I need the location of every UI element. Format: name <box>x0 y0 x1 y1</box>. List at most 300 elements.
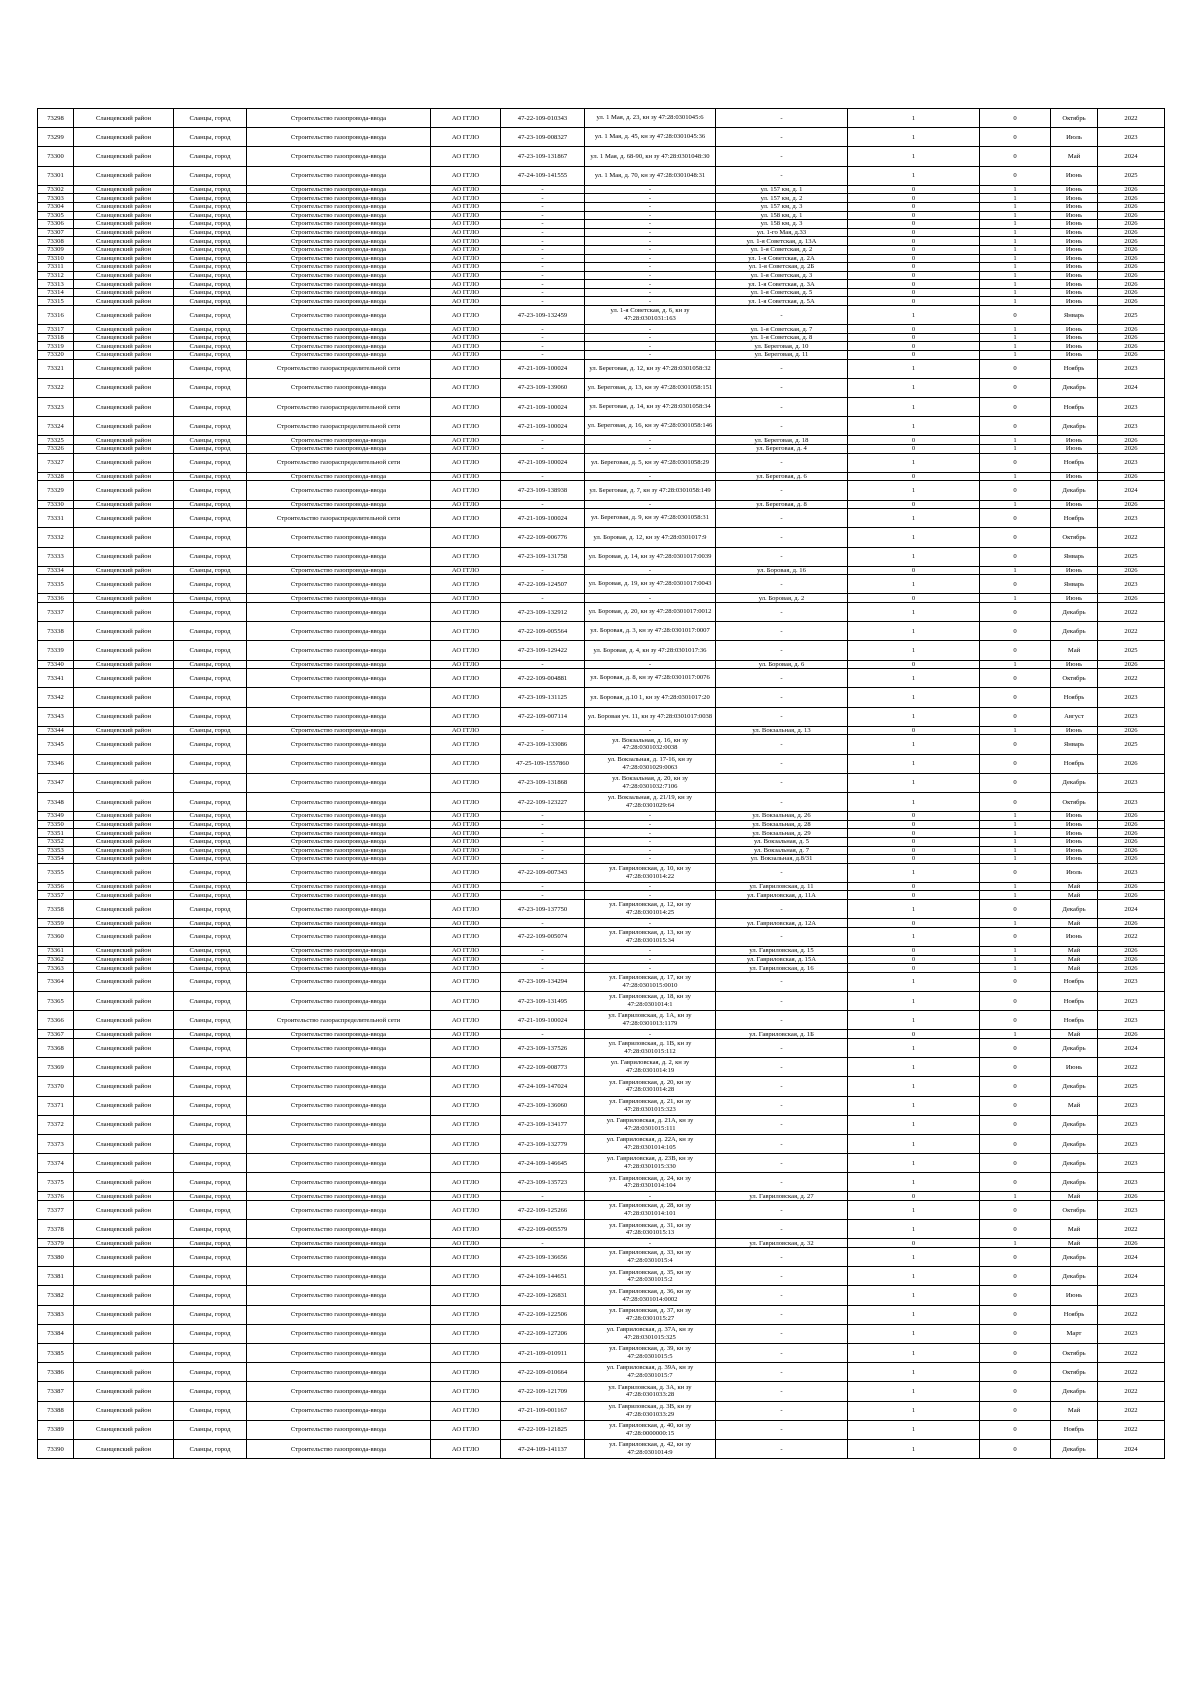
month-cell: Июнь <box>1051 166 1098 185</box>
address-cadastral-cell: ул. Гавриловская, д. 33, кн зу 47:28:0301015:4 <box>585 1248 716 1267</box>
year-cell: 2026 <box>1098 1239 1165 1248</box>
planned-address-cell: - <box>716 1420 848 1439</box>
row-number-cell: 73341 <box>38 669 74 688</box>
organization-cell: АО ГГЛО <box>431 1248 501 1267</box>
work-type-cell: Строительство газопровода-ввода <box>247 185 431 194</box>
completed-flag-cell: 0 <box>848 812 980 821</box>
work-type-cell: Строительство газопровода-ввода <box>247 1324 431 1343</box>
work-type-cell: Строительство газопровода-ввода <box>247 1220 431 1239</box>
row-number-cell: 73335 <box>38 575 74 594</box>
table-row <box>38 237 1165 246</box>
settlement-cell: Сланцы, город <box>174 735 247 754</box>
contract-number-cell: 47-24-109-147024 <box>501 1077 585 1096</box>
planned-address-cell: - <box>716 306 848 325</box>
planned-address-cell: ул. 1-го Мая, д.33 <box>716 228 848 237</box>
settlement-cell: Сланцы, город <box>174 575 247 594</box>
row-number-cell: 73361 <box>38 947 74 956</box>
completed-flag-cell: 1 <box>848 641 980 660</box>
work-type-cell: Строительство газораспределительной сети <box>247 453 431 472</box>
completed-flag-cell: 0 <box>848 882 980 891</box>
organization-cell: АО ГГЛО <box>431 245 501 254</box>
row-number-cell: 73340 <box>38 660 74 669</box>
planned-flag-cell: 1 <box>980 342 1051 351</box>
year-cell: 2022 <box>1098 1420 1165 1439</box>
gasification-table-sheet <box>37 108 1164 1459</box>
work-type-cell: Строительство газопровода-ввода <box>247 1305 431 1324</box>
table-row <box>38 185 1165 194</box>
row-number-cell: 73309 <box>38 245 74 254</box>
contract-number-cell: - <box>501 1192 585 1201</box>
planned-address-cell: - <box>716 453 848 472</box>
district-cell: Сланцевский район <box>74 1058 174 1077</box>
district-cell: Сланцевский район <box>74 166 174 185</box>
work-type-cell: Строительство газопровода-ввода <box>247 1115 431 1134</box>
planned-flag-cell: 0 <box>980 147 1051 166</box>
planned-flag-cell: 1 <box>980 846 1051 855</box>
work-type-cell: Строительство газопровода-ввода <box>247 855 431 864</box>
completed-flag-cell: 0 <box>848 837 980 846</box>
settlement-cell: Сланцы, город <box>174 972 247 991</box>
planned-flag-cell: 0 <box>980 547 1051 566</box>
organization-cell: АО ГГЛО <box>431 773 501 792</box>
planned-flag-cell: 0 <box>980 109 1051 128</box>
year-cell: 2026 <box>1098 297 1165 306</box>
planned-address-cell: ул. Вокзальная, д. 7 <box>716 846 848 855</box>
year-cell: 2024 <box>1098 1439 1165 1458</box>
organization-cell: АО ГГЛО <box>431 1154 501 1173</box>
contract-number-cell: - <box>501 829 585 838</box>
table-row <box>38 398 1165 417</box>
completed-flag-cell: 0 <box>848 829 980 838</box>
work-type-cell: Строительство газопровода-ввода <box>247 1401 431 1420</box>
month-cell: Декабрь <box>1051 622 1098 641</box>
planned-address-cell: - <box>716 1077 848 1096</box>
table-row <box>38 947 1165 956</box>
work-type-cell: Строительство газопровода-ввода <box>247 882 431 891</box>
contract-number-cell: 47-22-109-010343 <box>501 109 585 128</box>
planned-address-cell: - <box>716 669 848 688</box>
table-row <box>38 500 1165 509</box>
planned-address-cell: ул. 1-я Советская, д. 3 <box>716 271 848 280</box>
district-cell: Сланцевский район <box>74 1173 174 1192</box>
row-number-cell: 73356 <box>38 882 74 891</box>
contract-number-cell: 47-23-109-135723 <box>501 1173 585 1192</box>
planned-flag-cell: 0 <box>980 1134 1051 1153</box>
planned-flag-cell: 0 <box>980 1324 1051 1343</box>
address-cadastral-cell: - <box>585 964 716 973</box>
district-cell: Сланцевский район <box>74 837 174 846</box>
year-cell: 2026 <box>1098 271 1165 280</box>
district-cell: Сланцевский район <box>74 927 174 946</box>
planned-flag-cell: 1 <box>980 254 1051 263</box>
address-cadastral-cell: ул. Гавриловская, д. 37, кн зу 47:28:0301015:27 <box>585 1305 716 1324</box>
address-cadastral-cell: ул. Гавриловская, д. 21А, кн зу 47:28:0301015:111 <box>585 1115 716 1134</box>
completed-flag-cell: 1 <box>848 622 980 641</box>
planned-flag-cell: 1 <box>980 351 1051 360</box>
organization-cell: АО ГГЛО <box>431 280 501 289</box>
row-number-cell: 73351 <box>38 829 74 838</box>
row-number-cell: 73358 <box>38 900 74 919</box>
district-cell: Сланцевский район <box>74 566 174 575</box>
work-type-cell: Строительство газопровода-ввода <box>247 919 431 928</box>
organization-cell: АО ГГЛО <box>431 726 501 735</box>
year-cell: 2023 <box>1098 359 1165 378</box>
month-cell: Март <box>1051 1324 1098 1343</box>
row-number-cell: 73301 <box>38 166 74 185</box>
planned-flag-cell: 0 <box>980 1173 1051 1192</box>
table-row <box>38 927 1165 946</box>
completed-flag-cell: 0 <box>848 436 980 445</box>
work-type-cell: Строительство газопровода-ввода <box>247 444 431 453</box>
planned-address-cell: ул. 158 км, д. 1 <box>716 211 848 220</box>
district-cell: Сланцевский район <box>74 147 174 166</box>
table-row <box>38 622 1165 641</box>
month-cell: Май <box>1051 1096 1098 1115</box>
planned-flag-cell: 1 <box>980 500 1051 509</box>
planned-address-cell: ул. 157 км, д. 1 <box>716 185 848 194</box>
completed-flag-cell: 1 <box>848 1115 980 1134</box>
organization-cell: АО ГГЛО <box>431 1201 501 1220</box>
table-row <box>38 964 1165 973</box>
planned-address-cell: ул. Боровая, д. 6 <box>716 660 848 669</box>
work-type-cell: Строительство газопровода-ввода <box>247 1077 431 1096</box>
year-cell: 2023 <box>1098 1324 1165 1343</box>
address-cadastral-cell: ул. Гавриловская, д. 23В, кн зу 47:28:0301015:330 <box>585 1154 716 1173</box>
row-number-cell: 73323 <box>38 398 74 417</box>
completed-flag-cell: 1 <box>848 547 980 566</box>
district-cell: Сланцевский район <box>74 846 174 855</box>
address-cadastral-cell: ул. Гавриловская, д. 36, кн зу 47:28:0301014:0002 <box>585 1286 716 1305</box>
contract-number-cell: 47-22-109-005074 <box>501 927 585 946</box>
address-cadastral-cell: ул. 1 Мая, д. 68-90, кн зу 47:28:0301048:30 <box>585 147 716 166</box>
organization-cell: АО ГГЛО <box>431 342 501 351</box>
row-number-cell: 73365 <box>38 992 74 1011</box>
row-number-cell: 73307 <box>38 228 74 237</box>
organization-cell: АО ГГЛО <box>431 436 501 445</box>
organization-cell: АО ГГЛО <box>431 688 501 707</box>
organization-cell: АО ГГЛО <box>431 1096 501 1115</box>
address-cadastral-cell: ул. Гавриловская, д. 1А, кн зу 47:28:0301013:1179 <box>585 1011 716 1030</box>
row-number-cell: 73388 <box>38 1401 74 1420</box>
table-row <box>38 1248 1165 1267</box>
planned-address-cell: - <box>716 1011 848 1030</box>
row-number-cell: 73355 <box>38 863 74 882</box>
planned-flag-cell: 0 <box>980 1011 1051 1030</box>
contract-number-cell: 47-21-109-010911 <box>501 1343 585 1362</box>
completed-flag-cell: 0 <box>848 1192 980 1201</box>
settlement-cell: Сланцы, город <box>174 1011 247 1030</box>
work-type-cell: Строительство газораспределительной сети <box>247 398 431 417</box>
year-cell: 2026 <box>1098 837 1165 846</box>
planned-flag-cell: 0 <box>980 992 1051 1011</box>
row-number-cell: 73298 <box>38 109 74 128</box>
row-number-cell: 73354 <box>38 855 74 864</box>
settlement-cell: Сланцы, город <box>174 263 247 272</box>
contract-number-cell: - <box>501 726 585 735</box>
settlement-cell: Сланцы, город <box>174 378 247 397</box>
settlement-cell: Сланцы, город <box>174 927 247 946</box>
contract-number-cell: 47-24-109-141555 <box>501 166 585 185</box>
completed-flag-cell: 0 <box>848 351 980 360</box>
district-cell: Сланцевский район <box>74 964 174 973</box>
year-cell: 2026 <box>1098 211 1165 220</box>
work-type-cell: Строительство газопровода-ввода <box>247 622 431 641</box>
contract-number-cell: - <box>501 444 585 453</box>
year-cell: 2023 <box>1098 688 1165 707</box>
district-cell: Сланцевский район <box>74 436 174 445</box>
completed-flag-cell: 1 <box>848 147 980 166</box>
district-cell: Сланцевский район <box>74 254 174 263</box>
district-cell: Сланцевский район <box>74 622 174 641</box>
address-cadastral-cell: ул. Боровая, д. 20, кн зу 47:28:0301017:0012 <box>585 603 716 622</box>
contract-number-cell: 47-25-109-1557860 <box>501 754 585 773</box>
table-row <box>38 351 1165 360</box>
contract-number-cell: - <box>501 947 585 956</box>
organization-cell: АО ГГЛО <box>431 211 501 220</box>
address-cadastral-cell: ул. Гавриловская, д. 28, кн зу 47:28:0301014:101 <box>585 1201 716 1220</box>
row-number-cell: 73345 <box>38 735 74 754</box>
planned-flag-cell: 0 <box>980 1305 1051 1324</box>
settlement-cell: Сланцы, город <box>174 1305 247 1324</box>
month-cell: Октябрь <box>1051 792 1098 811</box>
contract-number-cell: - <box>501 185 585 194</box>
planned-address-cell: ул. 158 км, д. 3 <box>716 220 848 229</box>
address-cadastral-cell: ул. Береговая, д. 12, кн зу 47:28:0301058:32 <box>585 359 716 378</box>
address-cadastral-cell: - <box>585 846 716 855</box>
settlement-cell: Сланцы, город <box>174 1096 247 1115</box>
table-row <box>38 1030 1165 1039</box>
completed-flag-cell: 0 <box>848 280 980 289</box>
district-cell: Сланцевский район <box>74 955 174 964</box>
district-cell: Сланцевский район <box>74 398 174 417</box>
work-type-cell: Строительство газопровода-ввода <box>247 1030 431 1039</box>
completed-flag-cell: 0 <box>848 891 980 900</box>
work-type-cell: Строительство газопровода-ввода <box>247 1058 431 1077</box>
settlement-cell: Сланцы, город <box>174 829 247 838</box>
completed-flag-cell: 0 <box>848 594 980 603</box>
district-cell: Сланцевский район <box>74 792 174 811</box>
month-cell: Июнь <box>1051 342 1098 351</box>
settlement-cell: Сланцы, город <box>174 1058 247 1077</box>
completed-flag-cell: 0 <box>848 726 980 735</box>
row-number-cell: 73343 <box>38 707 74 726</box>
year-cell: 2026 <box>1098 964 1165 973</box>
contract-number-cell: - <box>501 837 585 846</box>
work-type-cell: Строительство газопровода-ввода <box>247 927 431 946</box>
address-cadastral-cell: - <box>585 271 716 280</box>
row-number-cell: 73314 <box>38 288 74 297</box>
address-cadastral-cell: - <box>585 228 716 237</box>
address-cadastral-cell: - <box>585 297 716 306</box>
row-number-cell: 73300 <box>38 147 74 166</box>
work-type-cell: Строительство газопровода-ввода <box>247 297 431 306</box>
month-cell: Июнь <box>1051 211 1098 220</box>
address-cadastral-cell: - <box>585 891 716 900</box>
settlement-cell: Сланцы, город <box>174 147 247 166</box>
address-cadastral-cell: ул. Гавриловская, д. 3А, кн зу 47:28:0301033:28 <box>585 1382 716 1401</box>
planned-address-cell: - <box>716 1305 848 1324</box>
address-cadastral-cell: - <box>585 288 716 297</box>
month-cell: Июнь <box>1051 263 1098 272</box>
completed-flag-cell: 1 <box>848 1286 980 1305</box>
work-type-cell: Строительство газопровода-ввода <box>247 575 431 594</box>
work-type-cell: Строительство газопровода-ввода <box>247 955 431 964</box>
year-cell: 2022 <box>1098 528 1165 547</box>
row-number-cell: 73385 <box>38 1343 74 1362</box>
district-cell: Сланцевский район <box>74 1343 174 1362</box>
planned-address-cell: - <box>716 707 848 726</box>
planned-address-cell: - <box>716 688 848 707</box>
contract-number-cell: - <box>501 660 585 669</box>
planned-address-cell: - <box>716 1115 848 1134</box>
settlement-cell: Сланцы, город <box>174 947 247 956</box>
contract-number-cell: 47-22-109-121709 <box>501 1382 585 1401</box>
planned-flag-cell: 0 <box>980 1096 1051 1115</box>
year-cell: 2022 <box>1098 109 1165 128</box>
month-cell: Ноябрь <box>1051 509 1098 528</box>
row-number-cell: 73375 <box>38 1173 74 1192</box>
settlement-cell: Сланцы, город <box>174 855 247 864</box>
planned-address-cell: - <box>716 972 848 991</box>
row-number-cell: 73304 <box>38 202 74 211</box>
address-cadastral-cell: - <box>585 855 716 864</box>
address-cadastral-cell: - <box>585 660 716 669</box>
planned-flag-cell: 1 <box>980 297 1051 306</box>
work-type-cell: Строительство газопровода-ввода <box>247 194 431 203</box>
district-cell: Сланцевский район <box>74 417 174 436</box>
planned-flag-cell: 0 <box>980 1058 1051 1077</box>
organization-cell: АО ГГЛО <box>431 846 501 855</box>
year-cell: 2023 <box>1098 773 1165 792</box>
contract-number-cell: - <box>501 254 585 263</box>
contract-number-cell: 47-23-109-138938 <box>501 481 585 500</box>
row-number-cell: 73308 <box>38 237 74 246</box>
row-number-cell: 73383 <box>38 1305 74 1324</box>
planned-flag-cell: 0 <box>980 669 1051 688</box>
planned-address-cell: ул. Гавриловская, д. 11 <box>716 882 848 891</box>
table-row <box>38 147 1165 166</box>
planned-address-cell: ул. 157 км, д. 3 <box>716 202 848 211</box>
completed-flag-cell: 0 <box>848 325 980 334</box>
contract-number-cell: 47-21-109-100024 <box>501 417 585 436</box>
row-number-cell: 73317 <box>38 325 74 334</box>
year-cell: 2022 <box>1098 1363 1165 1382</box>
month-cell: Октябрь <box>1051 1363 1098 1382</box>
planned-address-cell: ул. Вокзальная, д. 28 <box>716 820 848 829</box>
settlement-cell: Сланцы, город <box>174 1267 247 1286</box>
contract-number-cell: 47-23-109-131495 <box>501 992 585 1011</box>
contract-number-cell: 47-23-109-129422 <box>501 641 585 660</box>
organization-cell: АО ГГЛО <box>431 1038 501 1057</box>
contract-number-cell: - <box>501 202 585 211</box>
row-number-cell: 73332 <box>38 528 74 547</box>
month-cell: Май <box>1051 147 1098 166</box>
district-cell: Сланцевский район <box>74 1201 174 1220</box>
row-number-cell: 73315 <box>38 297 74 306</box>
month-cell: Декабрь <box>1051 1154 1098 1173</box>
district-cell: Сланцевский район <box>74 773 174 792</box>
organization-cell: АО ГГЛО <box>431 575 501 594</box>
work-type-cell: Строительство газопровода-ввода <box>247 1343 431 1362</box>
completed-flag-cell: 1 <box>848 398 980 417</box>
row-number-cell: 73368 <box>38 1038 74 1057</box>
completed-flag-cell: 1 <box>848 1154 980 1173</box>
settlement-cell: Сланцы, город <box>174 754 247 773</box>
district-cell: Сланцевский район <box>74 500 174 509</box>
work-type-cell: Строительство газопровода-ввода <box>247 547 431 566</box>
table-row <box>38 660 1165 669</box>
district-cell: Сланцевский район <box>74 1305 174 1324</box>
planned-address-cell: - <box>716 1343 848 1362</box>
month-cell: Май <box>1051 964 1098 973</box>
address-cadastral-cell: ул. Гавриловская, д. 21, кн зу 47:28:0301015:323 <box>585 1096 716 1115</box>
planned-address-cell: ул. Вокзальная, д. 5 <box>716 837 848 846</box>
planned-flag-cell: 1 <box>980 271 1051 280</box>
row-number-cell: 73327 <box>38 453 74 472</box>
planned-address-cell: ул. Гавриловская, д. 32 <box>716 1239 848 1248</box>
month-cell: Июль <box>1051 863 1098 882</box>
district-cell: Сланцевский район <box>74 528 174 547</box>
work-type-cell: Строительство газопровода-ввода <box>247 254 431 263</box>
planned-address-cell: - <box>716 1286 848 1305</box>
planned-flag-cell: 1 <box>980 1030 1051 1039</box>
contract-number-cell: 47-24-109-141137 <box>501 1439 585 1458</box>
address-cadastral-cell: - <box>585 202 716 211</box>
year-cell: 2026 <box>1098 472 1165 481</box>
completed-flag-cell: 0 <box>848 211 980 220</box>
address-cadastral-cell: ул. Гавриловская, д. 10, кн зу 47:28:0301014:22 <box>585 863 716 882</box>
row-number-cell: 73347 <box>38 773 74 792</box>
settlement-cell: Сланцы, город <box>174 351 247 360</box>
district-cell: Сланцевский район <box>74 547 174 566</box>
settlement-cell: Сланцы, город <box>174 688 247 707</box>
contract-number-cell: 47-23-109-132459 <box>501 306 585 325</box>
planned-flag-cell: 0 <box>980 1115 1051 1134</box>
organization-cell: АО ГГЛО <box>431 166 501 185</box>
month-cell: Июнь <box>1051 194 1098 203</box>
table-row <box>38 773 1165 792</box>
planned-flag-cell: 1 <box>980 263 1051 272</box>
address-cadastral-cell: - <box>585 436 716 445</box>
district-cell: Сланцевский район <box>74 688 174 707</box>
completed-flag-cell: 1 <box>848 1220 980 1239</box>
planned-flag-cell: 0 <box>980 575 1051 594</box>
address-cadastral-cell: ул. Гавриловская, д. 42, кн зу 47:28:0301014:9 <box>585 1439 716 1458</box>
month-cell: Ноябрь <box>1051 992 1098 1011</box>
table-row <box>38 837 1165 846</box>
organization-cell: АО ГГЛО <box>431 603 501 622</box>
planned-flag-cell: 1 <box>980 220 1051 229</box>
contract-number-cell: - <box>501 263 585 272</box>
work-type-cell: Строительство газопровода-ввода <box>247 773 431 792</box>
planned-address-cell: ул. Гавриловская, д. 15А <box>716 955 848 964</box>
table-row <box>38 1343 1165 1362</box>
work-type-cell: Строительство газопровода-ввода <box>247 829 431 838</box>
organization-cell: АО ГГЛО <box>431 444 501 453</box>
completed-flag-cell: 0 <box>848 342 980 351</box>
work-type-cell: Строительство газопровода-ввода <box>247 1173 431 1192</box>
completed-flag-cell: 1 <box>848 1201 980 1220</box>
table-row <box>38 481 1165 500</box>
planned-address-cell: ул. Гавриловская, д. 16 <box>716 964 848 973</box>
planned-address-cell: ул. 1-я Советская, д. 3А <box>716 280 848 289</box>
planned-address-cell: - <box>716 575 848 594</box>
year-cell: 2026 <box>1098 754 1165 773</box>
contract-number-cell: 47-22-109-005579 <box>501 1220 585 1239</box>
completed-flag-cell: 1 <box>848 1305 980 1324</box>
district-cell: Сланцевский район <box>74 891 174 900</box>
contract-number-cell: 47-22-109-123227 <box>501 792 585 811</box>
